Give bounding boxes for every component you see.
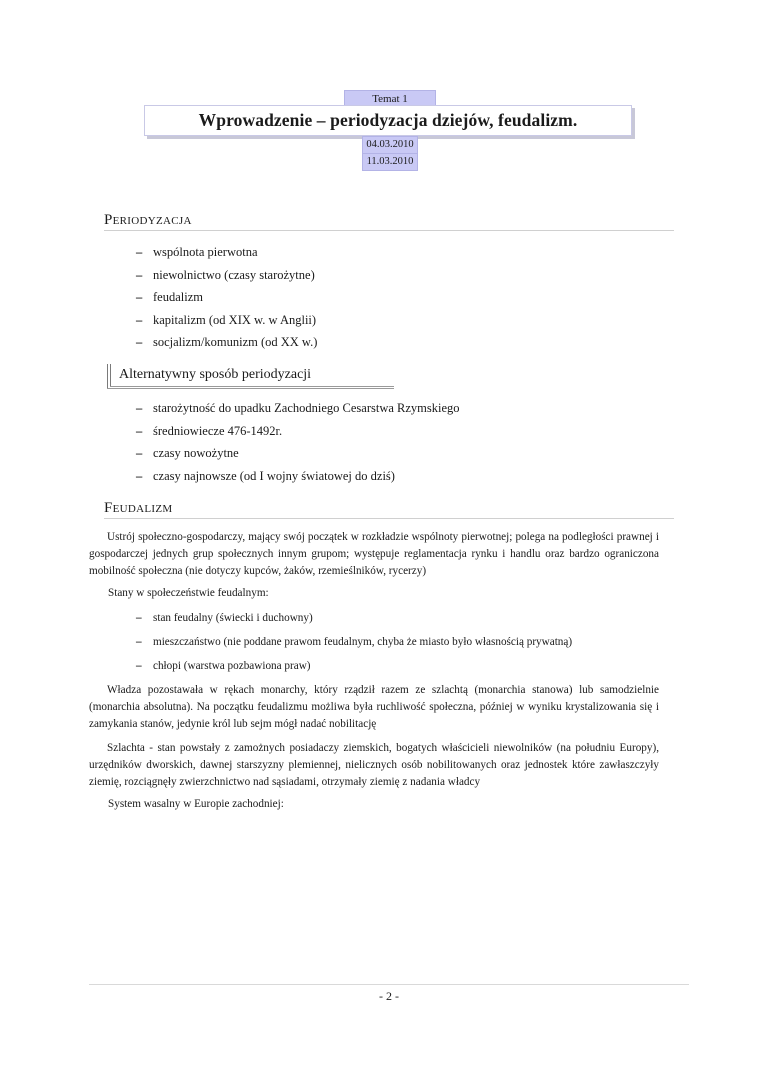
list-item: – kapitalizm (od XIX w. w Anglii) (136, 309, 317, 332)
section-heading-periodyzacja: Periodyzacja (104, 211, 674, 231)
paragraph: Władza pozostawała w rękach monarchy, który rządził razem ze szlachtą (monarchia stanowa) lub samodzielnie (monarchia absolutna). Na początku feudalizmu możliwa była ruchliwość społeczna, później w wyniku krystalizowania się i zamykania stanów, jedynie król lub sejm mógł nadać nobilitację (89, 684, 659, 730)
page-title: Wprowadzenie – periodyzacja dziejów, feudalizm. (144, 105, 632, 136)
topic-label: Temat 1 (344, 90, 436, 108)
date-label: 11.03.2010 (362, 153, 418, 171)
footer-divider (89, 984, 689, 985)
list-item: – wspólnota pierwotna (136, 241, 317, 264)
list-item: – chłopi (warstwa pozbawiona praw) (136, 654, 572, 678)
list-item: – czasy nowożytne (136, 442, 460, 465)
list-item: – feudalizm (136, 286, 317, 309)
list-item: – mieszczaństwo (nie poddane prawom feudalnym, chyba że miasto było własnością prywatną) (136, 630, 572, 654)
list-item: – niewolnictwo (czasy starożytne) (136, 264, 317, 287)
periodization-list (136, 241, 317, 354)
paragraph: System wasalny w Europie zachodniej: (108, 798, 284, 810)
list-item: – socjalizm/komunizm (od XX w.) (136, 331, 317, 354)
list-item: – średniowiecze 476-1492r. (136, 420, 460, 443)
paragraph: Stany w społeczeństwie feudalnym: (108, 587, 269, 599)
list-item: – stan feudalny (świecki i duchowny) (136, 606, 572, 630)
date-label: 04.03.2010 (362, 136, 418, 154)
paragraph: Ustrój społeczno-gospodarczy, mający swój początek w rozkładzie wspólnoty pierwotnej; polega na podległości prawnej i gospodarczej jednych grup społecznych innym grupom; występuje reglamentacja rynku i handlu oraz bardzo ograniczona mobilność społeczna (nie dotyczy kupców, żaków, rzemieślników, rycerzy) (89, 531, 659, 577)
subheading-alternative-periodization: Alternatywny sposób periodyzacji (107, 364, 394, 389)
alternative-periodization-list (136, 397, 460, 487)
list-item: – czasy najnowsze (od I wojny światowej do dziś) (136, 465, 460, 488)
paragraph: Szlachta - stan powstały z zamożnych posiadaczy ziemskich, bogatych właścicieli niewolników (na południu Europy), urzędników dworskich, dawnej starszyzny plemiennej, nielicznych osób nobilitowanych oraz jednostek które zawłaszczyły ziemię, rozciągnęły zwierzchnictwo nad sąsiadami, otrzymały ziemię z nadania władcy (89, 742, 659, 788)
section-heading-feudalizm: Feudalizm (104, 499, 674, 519)
list-item: – starożytność do upadku Zachodniego Cesarstwa Rzymskiego (136, 397, 460, 420)
page-number: - 2 - (379, 989, 399, 1003)
estates-list (136, 606, 572, 678)
